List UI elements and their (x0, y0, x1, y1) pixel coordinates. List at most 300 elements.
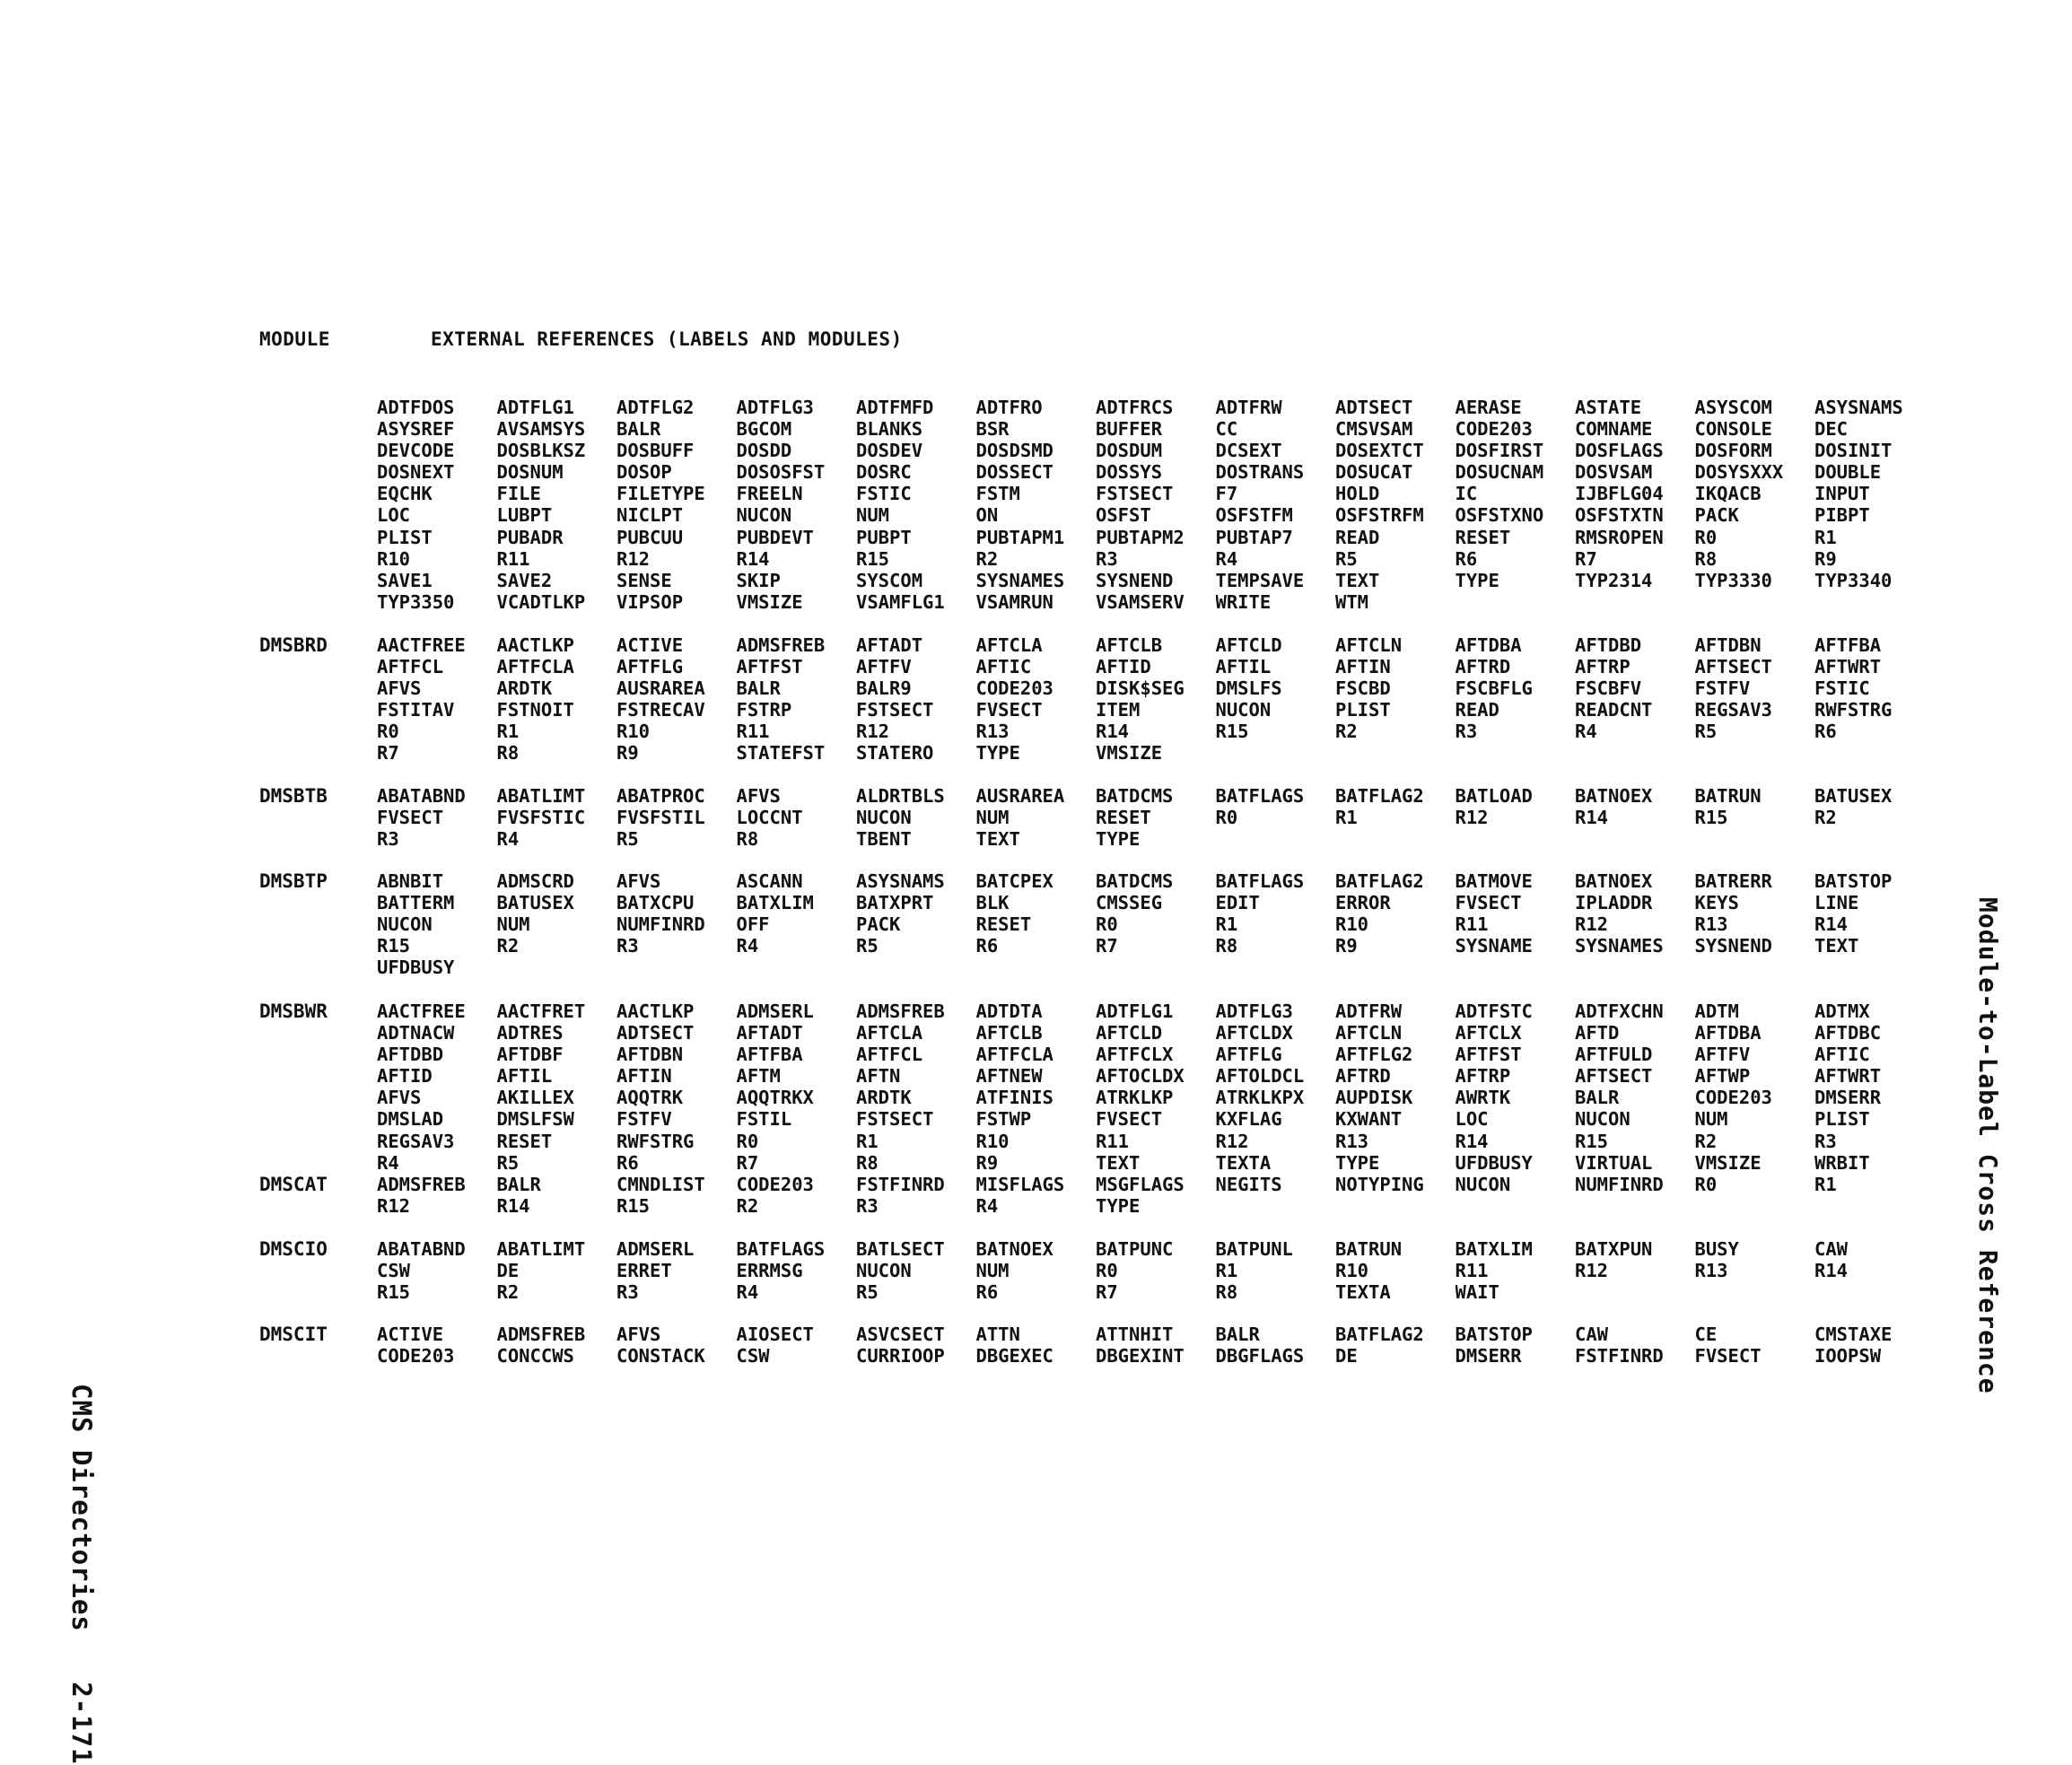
module-name: DMSCIT (259, 1324, 328, 1345)
reference-label: BALR (616, 418, 661, 441)
reference-label: DOSDEV (856, 440, 923, 462)
reference-label: TYP2314 (1575, 569, 1653, 591)
reference-label: R4 (975, 1195, 999, 1218)
reference-label: ATFINIS (975, 1087, 1053, 1109)
reference-row (377, 1174, 1935, 1195)
reference-label: INPUT (1814, 483, 1870, 505)
reference-label: AFVS (616, 1324, 661, 1345)
reference-label: CE (1694, 1324, 1718, 1345)
reference-label: OSFSTXTN (1575, 504, 1664, 527)
reference-label: BATXPUN (1575, 1238, 1653, 1260)
reference-label: CAW (1814, 1238, 1849, 1260)
reference-label: R7 (1575, 547, 1597, 570)
reference-label: AFVS (377, 1087, 422, 1109)
reference-label: TYP3340 (1814, 569, 1893, 591)
reference-label: FSTSECT (856, 1108, 934, 1131)
reference-label: R1 (1335, 807, 1358, 829)
reference-label: TYP3350 (377, 590, 455, 613)
reference-label: ADMSFREB (736, 634, 826, 656)
reference-label: R7 (736, 1151, 759, 1174)
module-name: DMSCAT (259, 1174, 328, 1195)
reference-label: FVSECT (975, 699, 1043, 721)
reference-row (377, 807, 1935, 828)
reference-label: BUFFER (1096, 418, 1163, 441)
reference-label: NUM (856, 504, 890, 527)
reference-label: TYP3330 (1694, 569, 1772, 591)
reference-label: CONSOLE (1694, 418, 1772, 441)
reference-label: KXFLAG (1215, 1108, 1282, 1131)
reference-row (377, 1238, 1935, 1260)
reference-label: FILE (496, 483, 541, 505)
reference-label: WRBIT (1814, 1151, 1870, 1174)
reference-row (377, 483, 1935, 504)
module-reference-block (377, 785, 1935, 850)
reference-label: AACTFREE (377, 1000, 466, 1022)
reference-row (377, 1345, 1935, 1367)
reference-label: DOSOP (616, 461, 672, 484)
reference-label: PUBADR (496, 526, 564, 548)
reference-row (377, 527, 1935, 548)
reference-row (377, 634, 1935, 656)
reference-label: R9 (616, 742, 639, 765)
reference-row (377, 892, 1935, 913)
reference-label: DOSNUM (496, 461, 564, 484)
reference-label: DOSRC (856, 461, 912, 484)
reference-label: AFTFST (1455, 1044, 1522, 1066)
reference-label: AFTCLN (1335, 634, 1403, 656)
reference-label: EDIT (1215, 892, 1260, 914)
reference-label: BATLSECT (856, 1238, 945, 1260)
reference-label: ADTFLG1 (1096, 1000, 1174, 1022)
reference-label: BATRERR (1694, 870, 1772, 892)
reference-label: PACK (1694, 504, 1739, 527)
reference-label: CAW (1575, 1324, 1609, 1345)
reference-label: NUM (496, 913, 530, 936)
reference-label: AFTCLA (856, 1022, 923, 1044)
reference-label: AFTIL (1215, 656, 1272, 678)
reference-label: BATNOEX (1575, 870, 1653, 892)
reference-label: TYPE (1455, 569, 1499, 591)
reference-label: NEGITS (1215, 1174, 1282, 1195)
reference-label: ADTFLG3 (1215, 1000, 1293, 1022)
reference-label: ERRET (616, 1260, 672, 1282)
reference-label: FSCBFLG (1455, 677, 1533, 700)
reference-label: ADTNACW (377, 1022, 455, 1044)
reference-label: BUSY (1694, 1238, 1739, 1260)
reference-label: DMSLAD (377, 1108, 444, 1131)
reference-label: AFTWRT (1814, 656, 1882, 678)
reference-label: CODE203 (377, 1345, 455, 1367)
reference-row (377, 721, 1935, 742)
reference-label: FSTFV (616, 1108, 672, 1131)
reference-label: SENSE (616, 569, 672, 591)
reference-label: OSFST (1096, 504, 1151, 527)
reference-label: SKIP (736, 569, 781, 591)
external-references-header: EXTERNAL REFERENCES (LABELS AND MODULES) (431, 328, 903, 350)
reference-label: R1 (856, 1130, 879, 1152)
reference-label: VMSIZE (1096, 742, 1163, 765)
reference-label: RESET (1096, 807, 1151, 829)
reference-row (377, 418, 1935, 440)
reference-label: AFTCLN (1335, 1022, 1403, 1044)
reference-label: R4 (1575, 721, 1597, 743)
reference-label: ACTIVE (377, 1324, 444, 1345)
reference-label: R12 (856, 721, 890, 743)
reference-label: LUBPT (496, 504, 553, 527)
reference-label: PUBTAPM2 (1096, 526, 1185, 548)
reference-label: ADTFMFD (856, 397, 934, 418)
reference-label: AUSRAREA (616, 677, 705, 700)
reference-label: AFTDBF (496, 1044, 564, 1066)
reference-label: ADMSERL (616, 1238, 695, 1260)
reference-label: BATPUNL (1215, 1238, 1293, 1260)
reference-label: PUBTAP7 (1215, 526, 1293, 548)
reference-label: R3 (1096, 547, 1118, 570)
reference-label: ARDTK (856, 1087, 912, 1109)
reference-label: AFTDBA (1455, 634, 1522, 656)
reference-label: ATTN (975, 1324, 1020, 1345)
reference-label: FSTFINRD (856, 1174, 945, 1195)
reference-label: AQQTRKX (736, 1087, 814, 1109)
reference-label: DMSLFSW (496, 1108, 574, 1131)
reference-label: BALR (496, 1174, 541, 1195)
reference-label: OFF (736, 913, 770, 936)
reference-label: DBGFLAGS (1215, 1345, 1305, 1367)
reference-label: ASVCSECT (856, 1324, 945, 1345)
reference-label: NUM (975, 807, 1010, 829)
reference-label: AFTRD (1455, 656, 1511, 678)
reference-row (377, 548, 1935, 570)
reference-label: R15 (377, 935, 411, 957)
reference-label: DE (496, 1260, 520, 1282)
reference-label: VIPSOP (616, 590, 684, 613)
reference-label: DBGEXINT (1096, 1345, 1185, 1367)
reference-label: FVSECT (1694, 1345, 1762, 1367)
reference-label: DOSBLKSZ (496, 440, 586, 462)
reference-label: R15 (377, 1281, 411, 1304)
reference-label: DOSNEXT (377, 461, 455, 484)
reference-label: R10 (975, 1130, 1010, 1152)
reference-label: FVSFSTIL (616, 807, 705, 829)
reference-label: VSAMSERV (1096, 590, 1185, 613)
reference-label: FVSECT (1455, 892, 1522, 914)
reference-label: EQCHK (377, 483, 433, 505)
reference-row (377, 1152, 1935, 1174)
reference-label: AFTIN (616, 1065, 672, 1088)
reference-label: R3 (616, 935, 639, 957)
reference-label: R3 (1814, 1130, 1837, 1152)
reference-label: DOSINIT (1814, 440, 1893, 462)
reference-label: BALR9 (856, 677, 912, 700)
reference-label: BATXCPU (616, 892, 695, 914)
reference-label: RMSROPEN (1575, 526, 1664, 548)
reference-label: AIOSECT (736, 1324, 814, 1345)
reference-label: R12 (1575, 1260, 1609, 1282)
reference-label: AUSRAREA (975, 785, 1065, 807)
reference-label: R15 (856, 547, 890, 570)
reference-label: R3 (377, 828, 399, 851)
reference-label: NUCON (1575, 1108, 1630, 1131)
reference-label: NUCON (1215, 699, 1272, 721)
reference-label: LOCCNT (736, 807, 803, 829)
reference-label: R0 (1694, 526, 1718, 548)
reference-label: AFTDBD (1575, 634, 1642, 656)
reference-label: AACTLKP (616, 1000, 695, 1022)
reference-label: BATDCMS (1096, 870, 1174, 892)
reference-label: FSTIC (1814, 677, 1870, 700)
reference-label: BATXLIM (1455, 1238, 1533, 1260)
reference-label: AFTOCLDX (1096, 1065, 1185, 1088)
reference-label: R5 (1694, 721, 1718, 743)
reference-label: ADTFLG3 (736, 397, 814, 418)
reference-label: PUBPT (856, 526, 912, 548)
reference-label: NICLPT (616, 504, 684, 527)
reference-label: AFTIN (1335, 656, 1391, 678)
reference-label: NOTYPING (1335, 1174, 1424, 1195)
reference-label: BALR (1575, 1087, 1620, 1109)
reference-label: TEXTA (1335, 1281, 1391, 1304)
reference-label: R4 (736, 1281, 759, 1304)
reference-label: VSAMRUN (975, 590, 1053, 613)
reference-label: VCADTLKP (496, 590, 586, 613)
reference-label: RESET (496, 1130, 553, 1152)
reference-label: AFTM (736, 1065, 781, 1088)
module-reference-block (377, 634, 1935, 765)
reference-label: FSTRP (736, 699, 792, 721)
reference-row (377, 677, 1935, 699)
reference-label: SYSNAMES (975, 569, 1065, 591)
reference-label: AFTDBA (1694, 1022, 1762, 1044)
reference-label: BGCOM (736, 418, 792, 441)
module-name: DMSBWR (259, 1000, 328, 1022)
reference-label: AFTCLB (975, 1022, 1043, 1044)
reference-label: BATUSEX (496, 892, 574, 914)
reference-label: R5 (856, 1281, 879, 1304)
reference-label: PLIST (1814, 1108, 1870, 1131)
reference-label: R14 (1096, 721, 1130, 743)
reference-label: DEVCODE (377, 440, 455, 462)
reference-label: WTM (1335, 590, 1369, 613)
reference-row (377, 656, 1935, 677)
reference-label: ADMSFREB (496, 1324, 586, 1345)
reference-label: PUBTAPM1 (975, 526, 1065, 548)
reference-label: R11 (496, 547, 530, 570)
reference-label: DOSVSAM (1575, 461, 1653, 484)
reference-label: BATUSEX (1814, 785, 1893, 807)
reference-label: DOSFLAGS (1575, 440, 1664, 462)
reference-label: AFTDBN (616, 1044, 684, 1066)
reference-label: BATTERM (377, 892, 455, 914)
reference-label: ADTSECT (1335, 397, 1413, 418)
reference-label: R14 (1455, 1130, 1489, 1152)
reference-label: AACTLKP (496, 634, 574, 656)
reference-label: R1 (1215, 1260, 1238, 1282)
reference-label: BATNOEX (1575, 785, 1653, 807)
reference-label: RWFSTRG (616, 1130, 695, 1152)
reference-label: NUCON (1455, 1174, 1511, 1195)
module-name: DMSCIO (259, 1238, 328, 1260)
reference-label: ABATABND (377, 785, 466, 807)
reference-label: WRITE (1215, 590, 1272, 613)
reference-row (377, 1000, 1935, 1022)
reference-label: OSFSTXNO (1455, 504, 1544, 527)
reference-label: R6 (1814, 721, 1837, 743)
reference-label: LOC (1455, 1108, 1489, 1131)
reference-row (377, 913, 1935, 935)
reference-label: AFTID (377, 1065, 433, 1088)
reference-label: TEXT (1335, 569, 1380, 591)
reference-label: AFTFST (736, 656, 803, 678)
reference-label: ASYSNAMS (856, 870, 945, 892)
reference-label: MSGFLAGS (1096, 1174, 1185, 1195)
reference-label: NUMFINRD (1575, 1174, 1664, 1195)
reference-label: AFTFV (856, 656, 912, 678)
reference-label: AVSAMSYS (496, 418, 586, 441)
reference-label: AFTFLG (616, 656, 684, 678)
reference-label: R14 (496, 1195, 530, 1218)
reference-label: CMNDLIST (616, 1174, 705, 1195)
reference-label: ARDTK (496, 677, 553, 700)
reference-row (377, 742, 1935, 764)
reference-label: F7 (1215, 483, 1238, 505)
reference-label: NUCON (856, 1260, 912, 1282)
reference-label: SYSCOM (856, 569, 923, 591)
reference-label: BLK (975, 892, 1010, 914)
reference-label: IC (1455, 483, 1478, 505)
reference-label: FSTFINRD (1575, 1345, 1664, 1367)
reference-label: R11 (1455, 1260, 1489, 1282)
reference-label: ADMSFREB (377, 1174, 466, 1195)
reference-label: ABATLIMT (496, 785, 586, 807)
reference-label: R0 (377, 721, 399, 743)
reference-row (377, 1087, 1935, 1108)
reference-label: READCNT (1575, 699, 1653, 721)
reference-label: CSW (736, 1345, 770, 1367)
reference-label: BATSTOP (1455, 1324, 1533, 1345)
reference-row (377, 699, 1935, 721)
reference-label: FREELN (736, 483, 803, 505)
reference-label: R1 (1215, 913, 1238, 936)
reference-label: ASYSNAMS (1814, 397, 1903, 418)
reference-label: ADTFRW (1215, 397, 1282, 418)
reference-label: AFTNEW (975, 1065, 1043, 1088)
reference-label: R0 (1096, 913, 1118, 936)
reference-label: R8 (1215, 935, 1238, 957)
reference-row (377, 1044, 1935, 1065)
reference-label: BATDCMS (1096, 785, 1174, 807)
reference-label: R8 (736, 828, 759, 851)
reference-label: ATRKLKPX (1215, 1087, 1305, 1109)
reference-label: AFTFCLX (1096, 1044, 1174, 1066)
reference-label: ADTFSTC (1455, 1000, 1533, 1022)
reference-label: DBGEXEC (975, 1345, 1053, 1367)
reference-label: R10 (1335, 913, 1369, 936)
reference-label: AFTCLDX (1215, 1022, 1293, 1044)
reference-label: R12 (1575, 913, 1609, 936)
reference-label: LINE (1814, 892, 1859, 914)
reference-label: R5 (616, 828, 639, 851)
reference-label: R13 (1694, 913, 1728, 936)
reference-label: AFTFULD (1575, 1044, 1653, 1066)
reference-label: RWFSTRG (1814, 699, 1893, 721)
reference-label: AFVS (736, 785, 781, 807)
reference-label: AFTFBA (1814, 634, 1882, 656)
reference-label: DOSEXTCT (1335, 440, 1424, 462)
reference-label: ABNBIT (377, 870, 444, 892)
reference-label: FSCBFV (1575, 677, 1642, 700)
reference-label: VSAMFLG1 (856, 590, 945, 613)
reference-label: REGSAV3 (1694, 699, 1772, 721)
reference-label: FVSECT (377, 807, 444, 829)
reference-label: R11 (1096, 1130, 1130, 1152)
reference-label: ADTM (1694, 1000, 1739, 1022)
reference-label: ADMSERL (736, 1000, 814, 1022)
reference-label: R7 (1096, 1281, 1118, 1304)
reference-label: ABATLIMT (496, 1238, 586, 1260)
reference-label: R2 (496, 1281, 520, 1304)
reference-row (377, 461, 1935, 483)
reference-label: TEXTA (1215, 1151, 1272, 1174)
reference-label: FSTNOIT (496, 699, 574, 721)
reference-label: TBENT (856, 828, 912, 851)
reference-label: ADTFXCHN (1575, 1000, 1664, 1022)
reference-label: STATERO (856, 742, 934, 765)
reference-label: CC (1215, 418, 1238, 441)
reference-label: PUBCUU (616, 526, 684, 548)
reference-label: CMSSEG (1096, 892, 1163, 914)
reference-label: R2 (975, 547, 999, 570)
reference-label: ADTRES (496, 1022, 564, 1044)
reference-label: VIRTUAL (1575, 1151, 1653, 1174)
reference-label: AFTCLB (1096, 634, 1163, 656)
reference-label: BATMOVE (1455, 870, 1533, 892)
reference-label: OSFSTFM (1215, 504, 1293, 527)
reference-label: DOSUCAT (1335, 461, 1413, 484)
reference-label: TYPE (1096, 828, 1141, 851)
reference-label: FSTWP (975, 1108, 1032, 1131)
reference-label: AFTRP (1455, 1065, 1511, 1088)
reference-label: AFTRD (1335, 1065, 1391, 1088)
reference-label: CMSVSAM (1335, 418, 1413, 441)
module-reference-block (377, 1000, 1935, 1174)
reference-label: ADTSECT (616, 1022, 695, 1044)
reference-label: SYSNAMES (1575, 935, 1664, 957)
reference-label: AWRTK (1455, 1087, 1511, 1109)
reference-label: AFTADT (736, 1022, 803, 1044)
module-name: DMSBTP (259, 870, 328, 892)
reference-label: R6 (616, 1151, 639, 1174)
reference-label: CONCCWS (496, 1345, 574, 1367)
reference-label: AACTFRET (496, 1000, 586, 1022)
reference-label: R12 (1455, 807, 1489, 829)
reference-label: DOSOSFST (736, 461, 826, 484)
reference-label: ASCANN (736, 870, 803, 892)
reference-label: R11 (1455, 913, 1489, 936)
reference-label: ASYSCOM (1694, 397, 1772, 418)
reference-row (377, 1324, 1935, 1345)
reference-label: R4 (1215, 547, 1238, 570)
reference-label: R3 (1455, 721, 1478, 743)
reference-label: R8 (1694, 547, 1718, 570)
reference-label: R8 (856, 1151, 879, 1174)
reference-label: VMSIZE (1694, 1151, 1762, 1174)
reference-label: TEXT (975, 828, 1020, 851)
reference-label: PACK (856, 913, 901, 936)
reference-label: AFTFLG2 (1335, 1044, 1413, 1066)
reference-label: UFDBUSY (1455, 1151, 1533, 1174)
reference-label: CMSTAXE (1814, 1324, 1893, 1345)
reference-label: R0 (736, 1130, 759, 1152)
